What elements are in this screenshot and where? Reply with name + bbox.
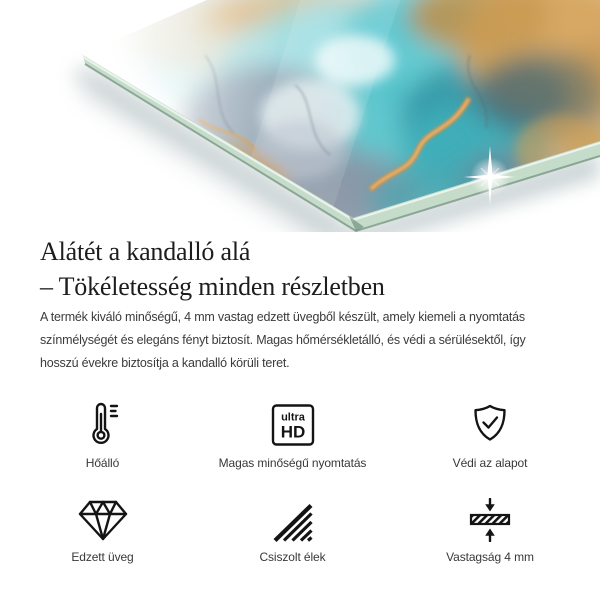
feature-label: Hőálló <box>85 456 120 470</box>
feature-polished-edges <box>175 492 410 564</box>
svg-text:ultra: ultra <box>280 411 305 424</box>
feature-thickness <box>410 492 570 564</box>
feature-grid <box>30 398 570 564</box>
product-description <box>40 306 526 375</box>
feature-label: Csiszolt élek <box>259 550 326 564</box>
thermometer-heat-icon <box>85 398 121 448</box>
description-line: hosszú évekre biztosítja a kandalló körüli teret. <box>40 356 290 370</box>
product-image <box>0 0 600 232</box>
feature-protects-base <box>410 398 570 470</box>
diamond-icon <box>76 492 130 542</box>
ultra-hd-badge-icon <box>269 398 317 448</box>
thickness-press-icon <box>467 492 513 542</box>
shield-check-icon <box>467 398 513 448</box>
feature-tempered-glass <box>30 492 175 564</box>
description-line: színmélységét és elegáns fényt biztosít. Magas hőmérsékletálló, és védi a sérülésektől, így <box>40 333 526 347</box>
page-title-line1: Alátét a kandalló alá <box>40 237 251 266</box>
feature-heat-resistant <box>30 398 175 470</box>
feature-label: Vastagság 4 mm <box>446 550 534 564</box>
polished-edges-icon <box>273 492 313 542</box>
description-line: A termék kiváló minőségű, 4 mm vastag edzett üvegből készült, amely kiemeli a nyomtatás <box>40 310 525 324</box>
page-title-line2: – Tökéletesség minden részletben <box>40 272 385 301</box>
feature-label: Edzett üveg <box>71 550 134 564</box>
svg-text:HD: HD <box>280 422 305 442</box>
page-title <box>40 234 385 304</box>
feature-label: Védi az alapot <box>452 456 528 470</box>
feature-high-quality-print <box>175 398 410 470</box>
feature-label: Magas minőségű nyomtatás <box>218 456 367 470</box>
glass-panel-photo <box>0 0 600 232</box>
